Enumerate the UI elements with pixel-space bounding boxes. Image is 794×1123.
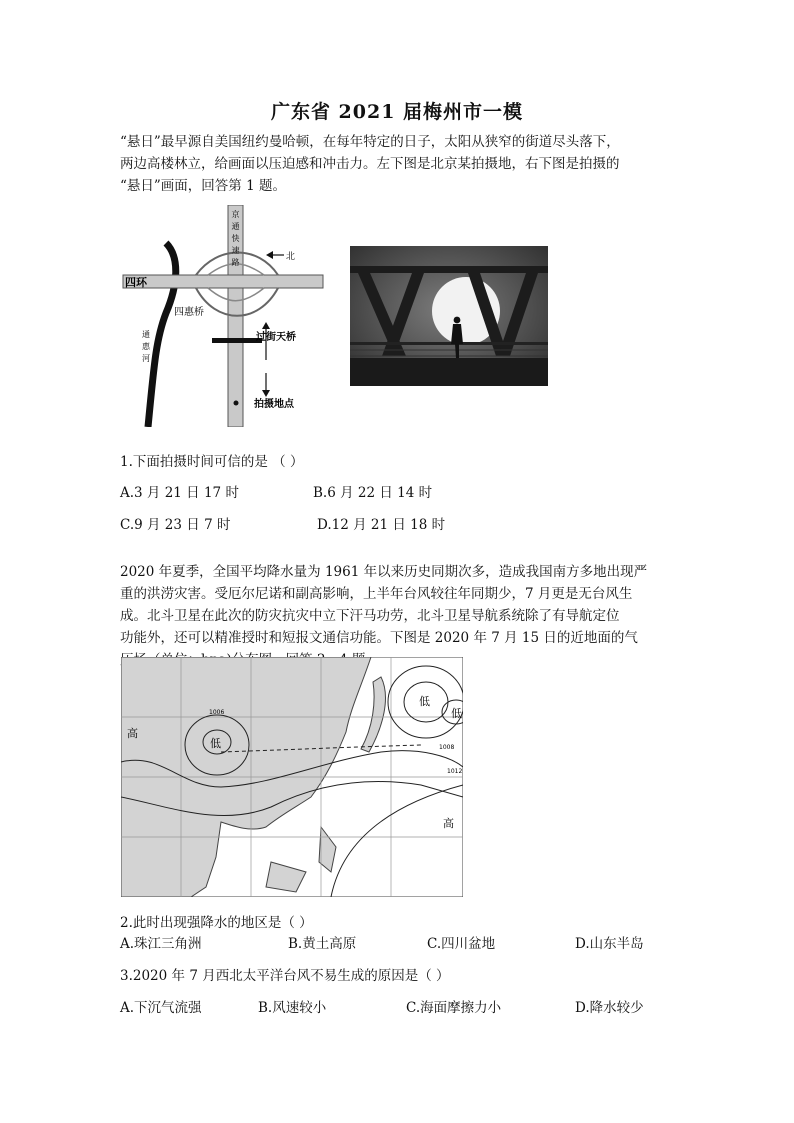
q3-option-b: B.风速较小 <box>258 1000 327 1016</box>
river-label-2: 惠 <box>142 342 150 351</box>
label-1008: 1008 <box>439 744 455 751</box>
q2-option-a: A.珠江三角洲 <box>120 936 202 952</box>
intro-paragraph-1 <box>120 131 680 197</box>
arrow-head-up <box>262 322 270 329</box>
q3-option-d: D.降水较少 <box>575 1000 644 1016</box>
page-title: 广东省 2021 届梅州市一模 <box>270 101 524 123</box>
q2-stem: 2.此时出现强降水的地区是（ ） <box>120 915 313 931</box>
expressway-label-3: 快 <box>231 234 240 243</box>
intro1-line2: 两边高楼林立，给画面以压迫感和冲击力。左下图是北京某拍摄地，右下图是拍摄的 <box>120 156 620 172</box>
q1-option-c: C.9 月 23 日 7 时 <box>120 517 231 533</box>
north-arrow-head <box>266 251 273 259</box>
label-low-ne2: 低 <box>451 707 462 720</box>
river-label-3: 河 <box>142 354 150 363</box>
intro2-line4: 功能外，还可以精准授时和短报文通信功能。下图是 2020 年 7 月 15 日的近地面的气 <box>120 630 638 646</box>
expressway-label-1: 京 <box>231 210 240 219</box>
ring-label: 四环 <box>125 276 147 289</box>
q1-option-d: D.12 月 21 日 18 时 <box>317 517 446 533</box>
label-1006: 1006 <box>209 709 225 716</box>
q1-stem: 1.下面拍摄时间可信的是 （ ） <box>120 454 304 470</box>
overpass-label: 过街天桥 <box>256 332 296 343</box>
expressway-label-5: 路 <box>231 258 240 267</box>
label-high-left: 高 <box>127 727 138 740</box>
beijing-road-map <box>118 205 333 427</box>
q3-option-a: A.下沉气流强 <box>120 1000 202 1016</box>
intro2-line3: 成。北斗卫星在此次的防灾抗灾中立下汗马功劳，北斗卫星导航系统除了有导航定位 <box>120 608 620 624</box>
arrow-head-down <box>262 390 270 397</box>
river-label-1: 通 <box>142 330 150 339</box>
river-line <box>148 243 176 427</box>
pressure-field-map <box>121 657 463 897</box>
label-high-right: 高 <box>443 817 454 830</box>
truss-top <box>350 266 548 273</box>
q3-stem: 3.2020 年 7 月西北太平洋台风不易生成的原因是（ ） <box>120 968 450 984</box>
north-label: 北 <box>286 252 296 262</box>
intro1-line1: “悬日”最早源自美国纽约曼哈顿，在每年特定的日子，太阳从狭窄的街道尽头落下， <box>120 134 620 150</box>
person-head <box>454 317 461 324</box>
intro2-line1: 2020 年夏季，全国平均降水量为 1961 年以来历史同期次多，造成我国南方多地出现严 <box>120 564 648 580</box>
spot-dot <box>234 401 239 406</box>
bridge-deck <box>350 358 548 386</box>
q3-option-c: C.海面摩擦力小 <box>406 1000 502 1016</box>
q1-option-b: B.6 月 22 日 14 时 <box>313 485 433 501</box>
hanging-sun-photo <box>350 246 548 386</box>
railing-top <box>350 342 548 345</box>
expressway-label-4: 速 <box>231 246 240 255</box>
q2-option-d: D.山东半岛 <box>575 936 644 952</box>
overpass-mark <box>212 338 262 343</box>
intro1-line3: “悬日”画面，回答第 1 题。 <box>120 178 286 194</box>
ring-road <box>123 275 323 288</box>
q2-option-c: C.四川盆地 <box>427 936 496 952</box>
spot-label: 拍摄地点 <box>254 399 294 410</box>
intro-paragraph-2 <box>120 561 680 671</box>
q2-option-b: B.黄土高原 <box>288 936 357 952</box>
label-1012: 1012 <box>447 768 463 775</box>
q1-option-a: A.3 月 21 日 17 时 <box>120 485 239 501</box>
bridge-label: 四惠桥 <box>174 307 204 318</box>
label-low-ne1: 低 <box>419 695 430 708</box>
label-low-center: 低 <box>210 737 221 750</box>
expressway-label-2: 通 <box>231 222 240 231</box>
intro2-line2: 重的洪涝灾害。受厄尔尼诺和副高影响，上半年台风较往年同期少，7 月更是无台风生 <box>120 586 633 602</box>
